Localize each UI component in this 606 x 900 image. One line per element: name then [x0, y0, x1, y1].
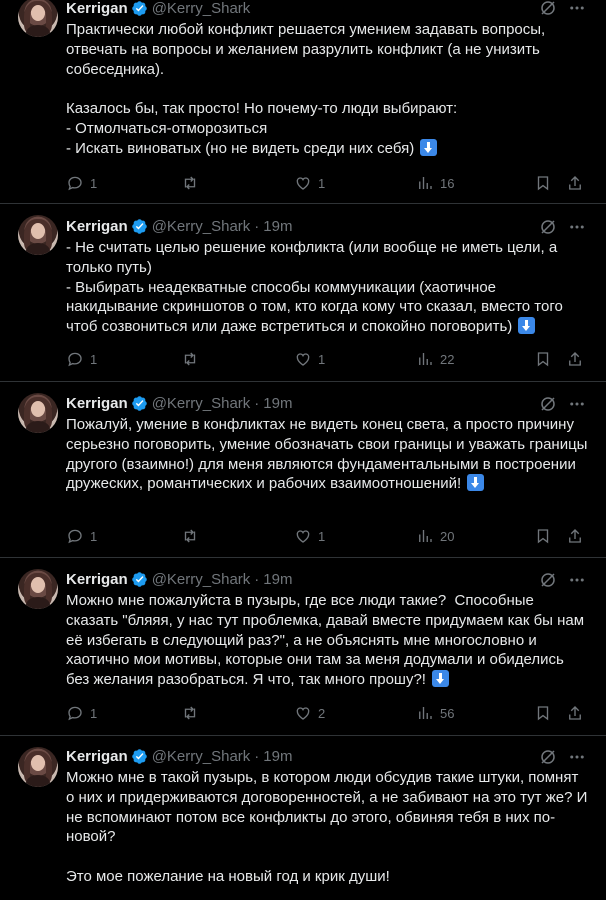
- share-icon: [566, 350, 584, 368]
- avatar[interactable]: [18, 215, 58, 255]
- more-options-icon[interactable]: [568, 218, 586, 236]
- like-button[interactable]: 2: [294, 703, 325, 723]
- views-button[interactable]: 20: [416, 526, 454, 546]
- share-icon: [566, 174, 584, 192]
- down-arrow-emoji-icon: [467, 474, 484, 491]
- share-button[interactable]: [566, 703, 584, 723]
- timestamp[interactable]: 19m: [263, 570, 293, 588]
- repost-button[interactable]: [181, 173, 205, 193]
- repost-icon: [181, 174, 199, 192]
- down-arrow-emoji-icon: [432, 670, 449, 687]
- timestamp[interactable]: 19m: [263, 747, 293, 765]
- reply-icon: [66, 704, 84, 722]
- grok-icon[interactable]: [539, 748, 557, 766]
- more-options-icon[interactable]: [568, 571, 586, 589]
- tweet[interactable]: [0, 736, 606, 900]
- author-handle[interactable]: @Kerry_Shark: [151, 217, 251, 235]
- like-button[interactable]: 1: [294, 526, 325, 546]
- reply-icon: [66, 527, 84, 545]
- author-name[interactable]: Kerrigan: [66, 747, 128, 765]
- grok-icon[interactable]: [539, 395, 557, 413]
- more-options-icon[interactable]: [568, 748, 586, 766]
- separator-dot: ·: [254, 570, 260, 588]
- views-button[interactable]: 22: [416, 349, 454, 369]
- tweet-text: Можно мне в такой пузырь, в котором люди обсудив такие штуки, помнят о них и придерживаются договоренностей, а не забивают на это тут же? И не вспоминают потом все конфликты до этого, обвиняя тебя в них по-новой? Это мое пожелание на новый год и крик души!: [66, 769, 588, 885]
- author-handle[interactable]: @Kerry_Shark: [151, 747, 251, 765]
- bookmark-button[interactable]: [534, 526, 552, 546]
- verified-badge-icon: [131, 0, 148, 17]
- like-button[interactable]: 1: [294, 349, 325, 369]
- author-name[interactable]: Kerrigan: [66, 570, 128, 588]
- grok-icon[interactable]: [539, 218, 557, 236]
- share-icon: [566, 527, 584, 545]
- tweet-actions: [66, 349, 590, 369]
- repost-icon: [181, 704, 199, 722]
- tweet-header: [66, 0, 250, 18]
- bookmark-button[interactable]: [534, 349, 552, 369]
- tweet-text: Можно мне пожалуйста в пузырь, где все люди такие? Способные сказать "бляяя, у нас тут проблемка, давай вместе придумаем как бы нам её избегать в следующий раз?", а не объяснять мне многословно и хаотично мои мотивы, которые они там за меня додумали и обиделись без желания разобраться. Я что, так много прошу?!: [66, 592, 589, 689]
- tweet[interactable]: [0, 382, 606, 556]
- tweet-text: Пожалуй, умение в конфликтах не видеть конец света, а просто причину серьезно поговорить, умение обозначать свои границы и уважать границы другого (взаимно!) для меня являются фундаментальными в построении дружеских, романтических и рабочих взаимоотношений!: [66, 416, 592, 493]
- down-arrow-emoji-icon: [518, 317, 535, 334]
- separator-dot: ·: [254, 217, 260, 235]
- repost-button[interactable]: [181, 349, 205, 369]
- tweet-header: [66, 569, 292, 589]
- reply-button[interactable]: 1: [66, 173, 97, 193]
- repost-icon: [181, 350, 199, 368]
- bookmark-icon: [534, 527, 552, 545]
- verified-badge-icon: [131, 571, 148, 588]
- tweet[interactable]: [0, 0, 606, 200]
- bookmark-icon: [534, 174, 552, 192]
- views-icon: [416, 174, 434, 192]
- author-handle[interactable]: @Kerry_Shark: [151, 0, 251, 17]
- tweet[interactable]: [0, 558, 606, 734]
- share-button[interactable]: [566, 349, 584, 369]
- views-icon: [416, 704, 434, 722]
- tweet-header: [66, 393, 292, 413]
- tweet-actions: [66, 526, 590, 546]
- tweet-actions: [66, 173, 590, 193]
- repost-icon: [181, 527, 199, 545]
- verified-badge-icon: [131, 218, 148, 235]
- avatar[interactable]: [18, 747, 58, 787]
- reply-icon: [66, 174, 84, 192]
- views-button[interactable]: 56: [416, 703, 454, 723]
- author-name[interactable]: Kerrigan: [66, 394, 128, 412]
- avatar[interactable]: [18, 0, 58, 37]
- reply-icon: [66, 350, 84, 368]
- heart-icon: [294, 704, 312, 722]
- repost-button[interactable]: [181, 526, 205, 546]
- grok-icon[interactable]: [539, 571, 557, 589]
- tweet[interactable]: [0, 204, 606, 380]
- author-handle[interactable]: @Kerry_Shark: [151, 570, 251, 588]
- down-arrow-emoji-icon: [420, 139, 437, 156]
- bookmark-icon: [534, 704, 552, 722]
- more-options-icon[interactable]: [568, 0, 586, 17]
- avatar[interactable]: [18, 393, 58, 433]
- separator-dot: ·: [254, 394, 260, 412]
- heart-icon: [294, 527, 312, 545]
- views-button[interactable]: 16: [416, 173, 454, 193]
- verified-badge-icon: [131, 748, 148, 765]
- avatar[interactable]: [18, 569, 58, 609]
- reply-button[interactable]: 1: [66, 349, 97, 369]
- share-button[interactable]: [566, 526, 584, 546]
- views-icon: [416, 350, 434, 368]
- tweet-text: Практически любой конфликт решается умением задавать вопросы, отвечать на вопросы и желанием разрулить конфликт (а не унизить собеседника). Казалось бы, так просто! Но почему-то люди выбирают: - Отмолчаться-отморозиться - Искать виноватых (но не видеть среди них себя): [66, 21, 546, 157]
- reply-button[interactable]: 1: [66, 526, 97, 546]
- heart-icon: [294, 350, 312, 368]
- timestamp[interactable]: 19m: [263, 394, 293, 412]
- bookmark-button[interactable]: [534, 703, 552, 723]
- bookmark-icon: [534, 350, 552, 368]
- author-name[interactable]: Kerrigan: [66, 217, 128, 235]
- verified-badge-icon: [131, 395, 148, 412]
- bookmark-button[interactable]: [534, 173, 552, 193]
- views-icon: [416, 527, 434, 545]
- tweet-header: [66, 746, 292, 766]
- separator-dot: ·: [254, 747, 260, 765]
- tweet-header: [66, 216, 292, 236]
- tweet-text: - Не считать целью решение конфликта (или вообще не иметь цели, а только путь) - Выбирать неадекватные способы коммуникации (хаотичное накидывание скриншотов о том, кто когда кому что сказал, вместо того чтоб созвониться или даже встретиться и спокойно поговорить): [66, 239, 563, 336]
- reply-button[interactable]: 1: [66, 703, 97, 723]
- author-name[interactable]: Kerrigan: [66, 0, 128, 17]
- share-icon: [566, 704, 584, 722]
- share-button[interactable]: [566, 173, 584, 193]
- grok-icon[interactable]: [539, 0, 557, 17]
- repost-button[interactable]: [181, 703, 205, 723]
- author-handle[interactable]: @Kerry_Shark: [151, 394, 251, 412]
- heart-icon: [294, 174, 312, 192]
- timestamp[interactable]: 19m: [263, 217, 293, 235]
- tweet-actions: [66, 703, 590, 723]
- more-options-icon[interactable]: [568, 395, 586, 413]
- like-button[interactable]: 1: [294, 173, 325, 193]
